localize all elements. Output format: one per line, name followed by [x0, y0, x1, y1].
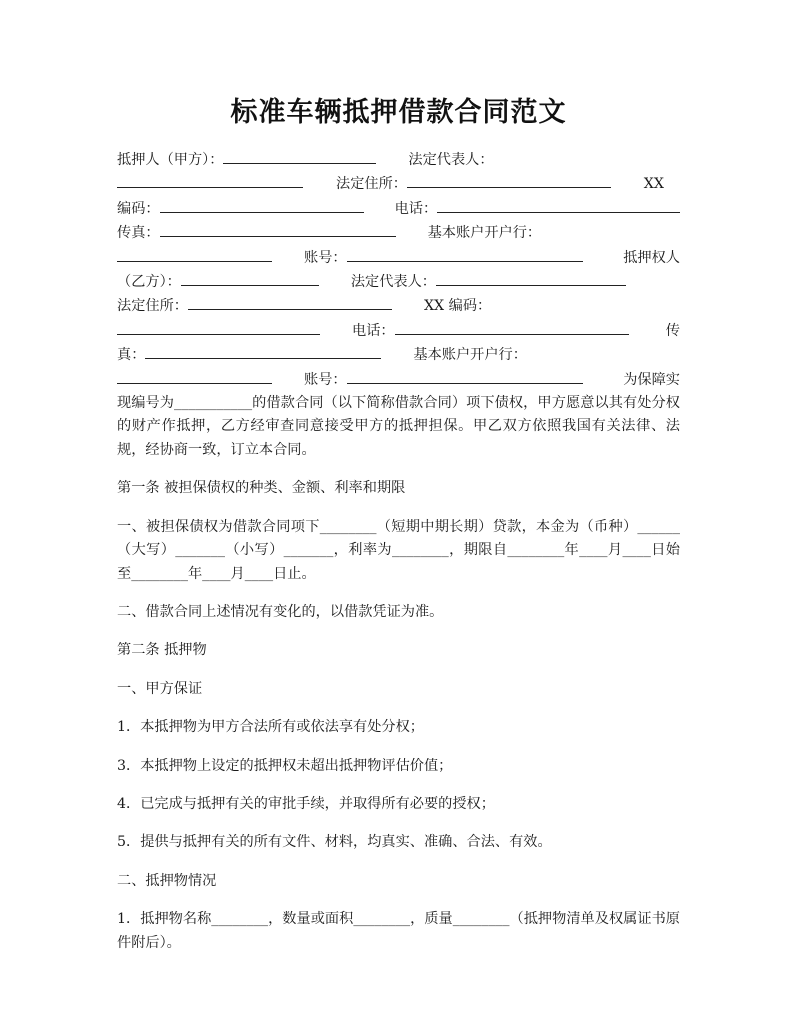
phone-b-label: 电话：	[352, 322, 395, 339]
mortgagor-blank[interactable]	[223, 148, 376, 164]
phone-blank[interactable]	[437, 197, 680, 213]
guarantee-item-1: 1．本抵押物为甲方合法所有或依法享有处分权；	[117, 719, 424, 736]
party-line-8	[117, 319, 680, 343]
party-line-2	[117, 172, 680, 196]
article-2-heading: 第二条 抵押物	[117, 642, 207, 659]
phone-label: 电话：	[394, 200, 438, 217]
fax-b-label-end: 真：	[117, 347, 146, 364]
guarantee-item-5: 5．提供与抵押有关的所有文件、材料，均真实、准确、合法、有效。	[117, 834, 552, 851]
party-info-block	[117, 148, 680, 392]
postcode-blank[interactable]	[160, 197, 364, 213]
account-blank[interactable]	[347, 246, 583, 262]
party-line-6	[117, 270, 680, 294]
party-line-4	[117, 221, 680, 245]
legal-address-blank[interactable]	[407, 172, 611, 188]
mortgagee-label: 抵押权人	[623, 249, 680, 266]
party-b-label: （乙方）：	[117, 274, 181, 291]
party-line-10	[117, 368, 680, 392]
bank-blank[interactable]	[117, 246, 272, 262]
legal-address-label: 法定住所：	[336, 176, 407, 193]
bank-b-blank[interactable]	[117, 368, 272, 384]
mortgagor-label: 抵押人（甲方）：	[117, 152, 224, 168]
bank-label: 基本账户开户行：	[427, 225, 542, 242]
bank-b-label: 基本账户开户行：	[413, 347, 527, 364]
xx-label: XX	[643, 176, 664, 193]
legal-rep-label: 法定代表人：	[408, 152, 494, 168]
article-1-clause-1: 一、被担保债权为借款合同项下________（短期中期长期）贷款，本金为（币种）______（大写）_______（小写）_______，利率为________，期限自________年____月____日始至________年____月____日止。	[117, 518, 680, 582]
party-line-7	[117, 294, 680, 318]
legal-address-b-blank[interactable]	[188, 294, 392, 310]
legal-rep-b-label: 法定代表人：	[350, 274, 436, 291]
account-b-label: 账号：	[304, 371, 347, 388]
guarantee-item-3: 3．本抵押物上设定的抵押权未超出抵押物评估价值；	[117, 757, 453, 774]
postcode-label: 编码：	[117, 200, 160, 217]
intro-paragraph: 现编号为___________的借款合同（以下简称借款合同）项下债权，甲方愿意以其有处分权的财产作抵押，乙方经审查同意接受甲方的抵押担保。甲乙双方依照我国有关法律、法规，经协商一致，订立本合同。	[117, 395, 680, 458]
collateral-section-heading: 二、抵押物情况	[117, 872, 217, 889]
party-line-1	[117, 148, 680, 172]
purpose-lead: 为保障实	[623, 371, 680, 388]
postcode-b-label: XX 编码：	[423, 298, 492, 315]
article-1-clause-2: 二、借款合同上述情况有变化的，以借款凭证为准。	[117, 603, 444, 620]
phone-b-blank[interactable]	[395, 319, 629, 335]
fax-label: 传真：	[117, 225, 160, 242]
party-line-5	[117, 246, 680, 270]
article-1-heading: 第一条 被担保债权的种类、金额、利率和期限	[117, 480, 406, 497]
guarantee-item-4: 4．已完成与抵押有关的审批手续，并取得所有必要的授权；	[117, 795, 495, 812]
account-b-blank[interactable]	[347, 368, 583, 384]
mortgagee-blank[interactable]	[181, 270, 319, 286]
guarantee-section-heading: 一、甲方保证	[117, 680, 203, 697]
party-line-3	[117, 197, 680, 221]
collateral-item-1: 1．抵押物名称________，数量或面积________，质量________（抵押物清单及权属证书原件附后）。	[117, 911, 680, 951]
fax-b-label-start: 传	[665, 322, 680, 339]
legal-rep-blank[interactable]	[117, 172, 303, 188]
postcode-b-blank[interactable]	[117, 319, 320, 335]
party-line-9	[117, 343, 680, 367]
account-label: 账号：	[304, 249, 347, 266]
document-title: 标准车辆抵押借款合同范文	[230, 97, 567, 128]
fax-b-blank[interactable]	[145, 343, 381, 359]
legal-rep-b-blank[interactable]	[436, 270, 626, 286]
legal-address-b-label: 法定住所：	[117, 298, 188, 315]
fax-blank[interactable]	[160, 221, 396, 237]
